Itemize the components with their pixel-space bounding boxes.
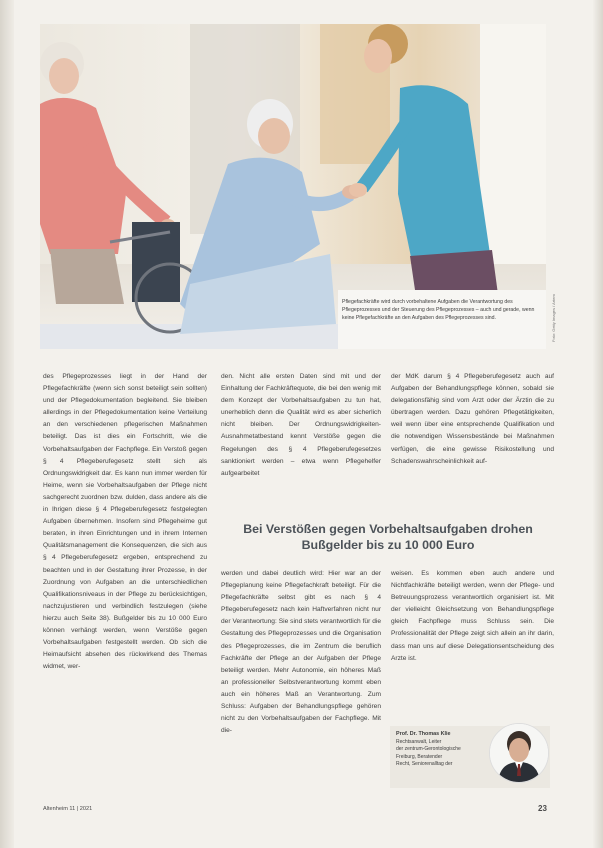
author-name: Prof. Dr. Thomas Klie: [396, 731, 451, 737]
article-column-2-top: [221, 371, 381, 480]
article-column-3-bottom: [391, 568, 554, 665]
article-column-1: [43, 371, 207, 673]
body-text: weisen. Es kommen eben auch andere und Nichtfachkräfte beteiligt werden, wenn der Pflege- und Betreuungsprozess verantwortlich organisiert ist. Mit der vielleicht Gleichsetzung von Behandlungspflege gleich Fachpflege muss Schluss sein. Die Professionalität der Pflege zeigt sich allein an ihr darin, dass man uns auf diese Delegationsentscheidung des Arzte ist.: [391, 570, 554, 662]
photo-credit: Foto: Getty Images / Artem: [551, 294, 556, 342]
article-column-2-bottom: [221, 568, 381, 737]
author-avatar: [489, 723, 549, 783]
body-text: der MdK darum § 4 Pflegeberufegesetz auch auf Aufgaben der Behandlungspflege können, sobald sie delegationsfähig sind vom Arzt oder der Ärztin die zu übertragen werden. Dazu gehören Pflegetätigkeiten, weil wenn über eine entsprechende Qualifikation und die notwendigen Wissensbestände bei Maßnahmen verfügen, die eine gewisse Risikostellung und Schadenswahrscheinlichkeit auf-: [391, 373, 554, 465]
page-number: 23: [538, 804, 547, 813]
page-edge-left: [0, 0, 14, 848]
body-text: werden und dabei deutlich wird: Hier war an der Pflegeplanung keine Pflegefachkraft beteiligt. Für die Pflegefachkräfte selbst gibt es nach § 4 Pflegeberufegesetz nach kein Haftverfahren nicht nur der Verantwortung: Sie sind stets verantwortlich für die Gestaltung des Pflegeprozesses und die Organisation des Pflegeprozesses, die im Zentrum die beruflich Fachkräfte der Pflege an der Aufgaben der Pflege beteiligt werden. Mehr Autonomie, ein höheres Maß an professioneller Selbstverantwortung kommt eben auch ein höheres Maß an Verantwortung. Zum Schluss: Aufgaben der Behandlungspflege gehören nicht zu den Vorbehaltsaufgaben der Fachpflege. Mit die-: [221, 570, 381, 735]
author-box: [390, 726, 550, 788]
body-text: den. Nicht alle ersten Daten sind mit und der Einhaltung der Fachkräftequote, die bei den wenig mit dem Konzept der Vorbehaltsaufgaben zu tun hat, unerheblich denn die Qualität wird es aber sicherlich nicht bleiben. Der Ordnungswidrigkeiten-Ausnahmetatbestand kennt Verstöße gegen die Regelungen des § 4 Pflegeberufegesetzes sanktioniert werden – etwa wenn Pflegehelfer aufgearbeitet: [221, 373, 381, 477]
article-column-3-top: [391, 371, 554, 468]
author-info: [396, 731, 488, 769]
author-portrait: [490, 724, 548, 782]
author-line: Freiburg, Beratender: [396, 753, 443, 760]
photo-caption: Pflegefachkräfte wird durch vorbehaltene Aufgaben die Verantwortung des Pflegeprozesses und der Steuerung des Pflegeprozesses – auch und gerade, wenn keine Pflegefachkräfte an den Aufgaben des Pflegeprozesses sind.: [342, 299, 535, 322]
body-text: des Pflegeprozesses liegt in der Hand der Pflegefachkräfte (wenn sich sonst beteiligt sein sollten) und der Pflegedokumentation begleitend. Sie bleiben allerdings in der Pflegedokumentation keine Verteilung an den verschiedenen pflegerischen Maßnahmen beteiligt. Das ist dies ein Fortschritt, wie die Vorbehaltsaufgaben der Fachpflege. Ein Verstoß gegen § 4 Pflegeberufegesetz stellt sich als Ordnungswidrigkeit dar. Es kann nun immer werden für Heime, wenn sie Vorbehaltsaufgaben der Pflege nicht sachgerecht zuordnen bzw. dulden, dass andere als die in Ihrigen diese § 4 Pflegeberufegesetz festgelegten Aufgaben übernehmen. Insofern sind Pflegeheime gut beraten, in ihren Einrichtungen und in ihrem Internen Qualitätsmanagement die Konsequenzen, die sich aus § 4 Pflegeberufegesetz ergeben, entsprechend zu beachten und in der Gestaltung ihrer Prozesse, in der Zuordnung von Aufgaben an die unterschiedlichen Qualifikationsniveaus in der Pflege zu berücksichtigen, nachzujustieren und verbindlich festzulegen (siehe hierzu auch Seite 38). Bußgelder bis zu 10 000 Euro können verhängt werden, wenn Verstöße gegen Vorbehaltsaufgaben festgestellt werden. Ob sich die Heimaufsicht absehen des rückwirkend des Themas widmet, wer-: [43, 373, 207, 671]
author-line: der zentrum-Gerontologische: [396, 746, 461, 753]
pull-quote: Bei Verstößen gegen Vorbehaltsaufgaben drohen Bußgelder bis zu 10 000 Euro: [243, 522, 533, 552]
author-line: Recht, Seniorenalltag der: [396, 761, 453, 768]
author-line: Rechtsanwalt, Leiter: [396, 738, 442, 745]
issue-label: Altenheim 11 | 2021: [43, 806, 93, 812]
page-edge-right: [593, 0, 603, 848]
